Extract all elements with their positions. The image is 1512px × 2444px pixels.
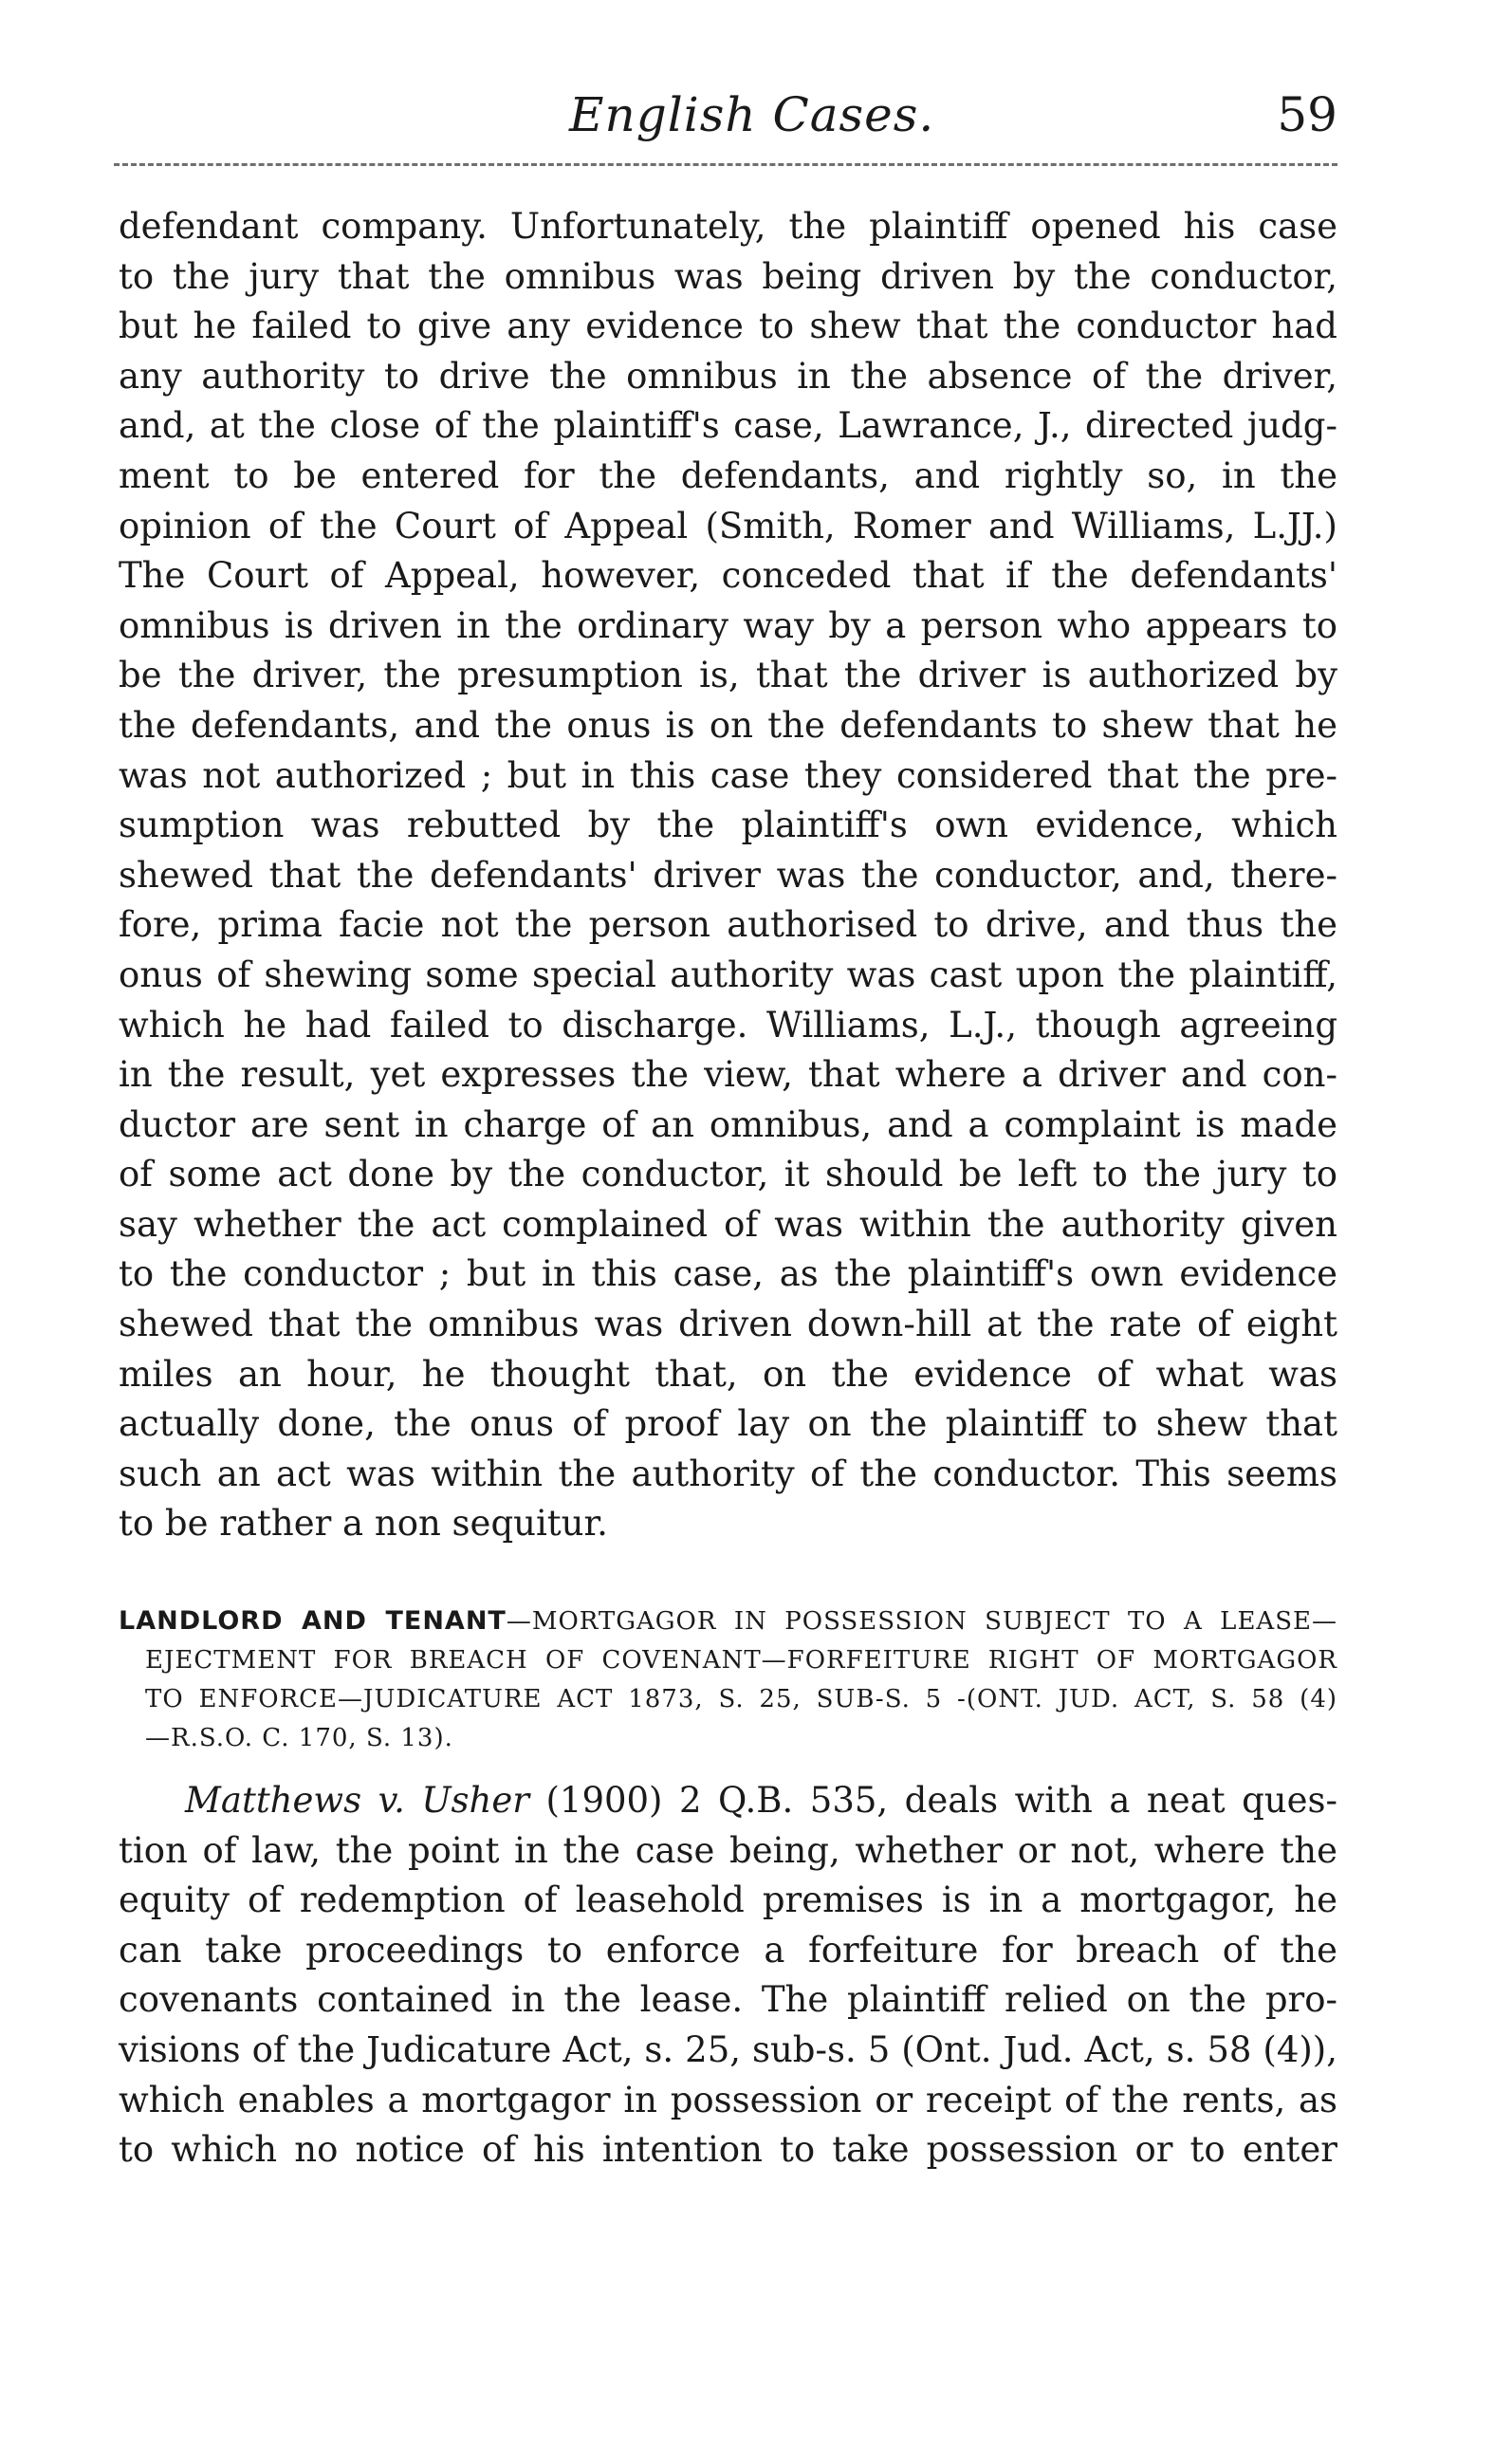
text-line: was not authorized ; but in this case they considered that the pre-	[119, 754, 1337, 796]
text-line: onus of shewing some special authority was cast upon the plaintiff,	[119, 954, 1337, 995]
text-line: such an act was within the authority of the conductor. This seems	[119, 1453, 1337, 1494]
page-header	[114, 83, 1337, 150]
page-number: 59	[1277, 87, 1337, 142]
heading-line: —R.S.O. C. 170, S. 13).	[145, 1724, 453, 1752]
text-line: miles an hour, he thought that, on the evidence of what was	[119, 1353, 1337, 1395]
text-line: to be rather a non sequitur.	[119, 1503, 608, 1545]
text-line: tion of law, the point in the case being, whether or not, where the	[119, 1829, 1337, 1871]
case-citation: (1900) 2 Q.B. 535, deals with a neat ques-	[528, 1780, 1337, 1821]
text-line: opinion of the Court of Appeal (Smith, Romer and Williams, L.JJ.)	[119, 505, 1337, 546]
text-line: covenants contained in the lease. The plaintiff relied on the pro-	[119, 1979, 1337, 2021]
text-line: in the result, yet expresses the view, that where a driver and con-	[119, 1054, 1337, 1096]
text-line: which enables a mortgagor in possession or receipt of the rents, as	[119, 2079, 1337, 2120]
text-line: actually done, the onus of proof lay on the plaintiff to shew that	[119, 1403, 1337, 1445]
text-line: any authority to drive the omnibus in the absence of the driver,	[119, 355, 1337, 397]
text-line: defendant company. Unfortunately, the plaintiff opened his case	[119, 206, 1337, 247]
heading-line	[119, 1602, 1337, 1641]
running-title: English Cases.	[569, 87, 935, 142]
text-line: sumption was rebutted by the plaintiff's own evidence, which	[119, 805, 1337, 846]
text-line: equity of redemption of leasehold premises is in a mortgagor, he	[119, 1879, 1337, 1921]
section-heading	[119, 1602, 1337, 1758]
text-line: ductor are sent in charge of an omnibus, and a complaint is made	[119, 1103, 1337, 1145]
text-line: but he failed to give any evidence to shew that the conductor had	[119, 306, 1337, 347]
text-line: shewed that the omnibus was driven down-hill at the rate of eight	[119, 1304, 1337, 1345]
heading-line: EJECTMENT FOR BREACH OF COVENANT—FORFEITURE RIGHT OF MORTGAGOR	[145, 1646, 1337, 1675]
text-line: of some act done by the conductor, it should be left to the jury to	[119, 1154, 1337, 1195]
text-line: shewed that the defendants' driver was the conductor, and, there-	[119, 854, 1337, 896]
case-name: Matthews v. Usher	[185, 1780, 529, 1821]
text-line: be the driver, the presumption is, that the driver is authorized by	[119, 655, 1337, 696]
text-line: fore, prima facie not the person authorised to drive, and thus the	[119, 904, 1337, 946]
text-line: to the jury that the omnibus was being driven by the conductor,	[119, 255, 1337, 297]
case-paragraph	[119, 1776, 1337, 2176]
text-line: say whether the act complained of was within the authority given	[119, 1203, 1337, 1245]
text-line: the defendants, and the onus is on the defendants to shew that he	[119, 704, 1337, 746]
header-rule	[114, 163, 1337, 166]
text-line: and, at the close of the plaintiff's case, Lawrance, J., directed judg-	[119, 405, 1337, 447]
text-line: omnibus is driven in the ordinary way by a person who appears to	[119, 604, 1337, 646]
text-line: which he had failed to discharge. Williams, L.J., though agreeing	[119, 1004, 1337, 1046]
text-line: ment to be entered for the defendants, and rightly so, in the	[119, 454, 1337, 496]
text-line: visions of the Judicature Act, s. 25, sub-s. 5 (Ont. Jud. Act, s. 58 (4)),	[119, 2028, 1337, 2070]
body-paragraph	[119, 202, 1337, 1549]
text-line: to which no notice of his intention to take possession or to enter	[119, 2129, 1337, 2171]
heading-subtopics: —MORTGAGOR IN POSSESSION SUBJECT TO A LEASE—	[506, 1607, 1337, 1636]
text-line: The Court of Appeal, however, conceded that if the defendants'	[119, 555, 1337, 597]
text-line: to the conductor ; but in this case, as the plaintiff's own evidence	[119, 1253, 1337, 1295]
text-line: can take proceedings to enforce a forfeiture for breach of the	[119, 1929, 1337, 1971]
heading-topic: LANDLORD AND TENANT	[119, 1606, 507, 1636]
text-line	[119, 1776, 1337, 1826]
heading-line: TO ENFORCE—JUDICATURE ACT 1873, S. 25, SUB-S. 5 -(ONT. JUD. ACT, S. 58 (4)	[145, 1685, 1337, 1713]
